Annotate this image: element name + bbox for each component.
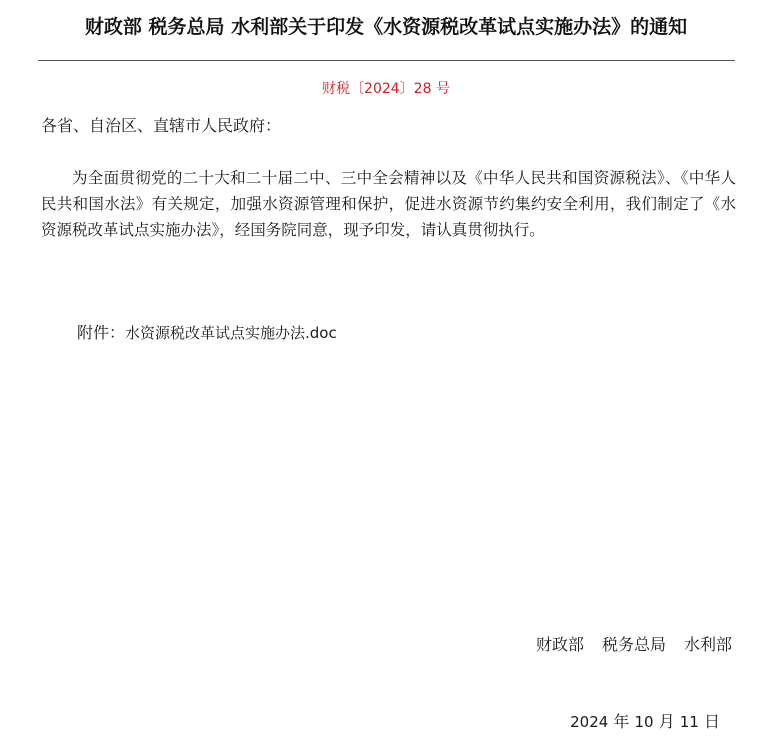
signer-ministry-of-water-resources: 水利部 [683, 635, 732, 654]
date-year: 2024 [570, 713, 609, 731]
date-year-unit: 年 [613, 712, 630, 731]
document-number: 财税〔2024〕28 号 [322, 81, 450, 97]
salutation: 各省、自治区、直辖市人民政府： [41, 116, 282, 135]
attachment-line [77, 321, 337, 345]
body-paragraph: 为全面贯彻党的二十大和二十届二中、三中全会精神以及《中华人民共和国资源税法》、《中华人民共和国水法》有关规定，加强水资源管理和保护，促进水资源节约集约安全利用，我们制定了《水资源税改革试点实施办法》，经国务院同意，现予印发，请认真贯彻执行。 [41, 169, 736, 239]
attachment-file-link[interactable]: 水资源税改革试点实施办法.doc [125, 324, 337, 342]
signer-ministry-of-finance: 财政部 [535, 635, 584, 654]
date-day-unit: 日 [703, 712, 720, 731]
date-day: 11 [679, 713, 699, 731]
date-month: 10 [634, 713, 654, 731]
title-divider [38, 60, 735, 61]
signature-block [536, 633, 732, 657]
attachment-label: 附件： [77, 323, 126, 342]
document-title: 财政部 税务总局 水利部关于印发《水资源税改革试点实施办法》的通知 [84, 16, 688, 38]
date-month-unit: 月 [658, 712, 675, 731]
issue-date [570, 710, 720, 734]
signer-tax-administration: 税务总局 [601, 635, 666, 654]
